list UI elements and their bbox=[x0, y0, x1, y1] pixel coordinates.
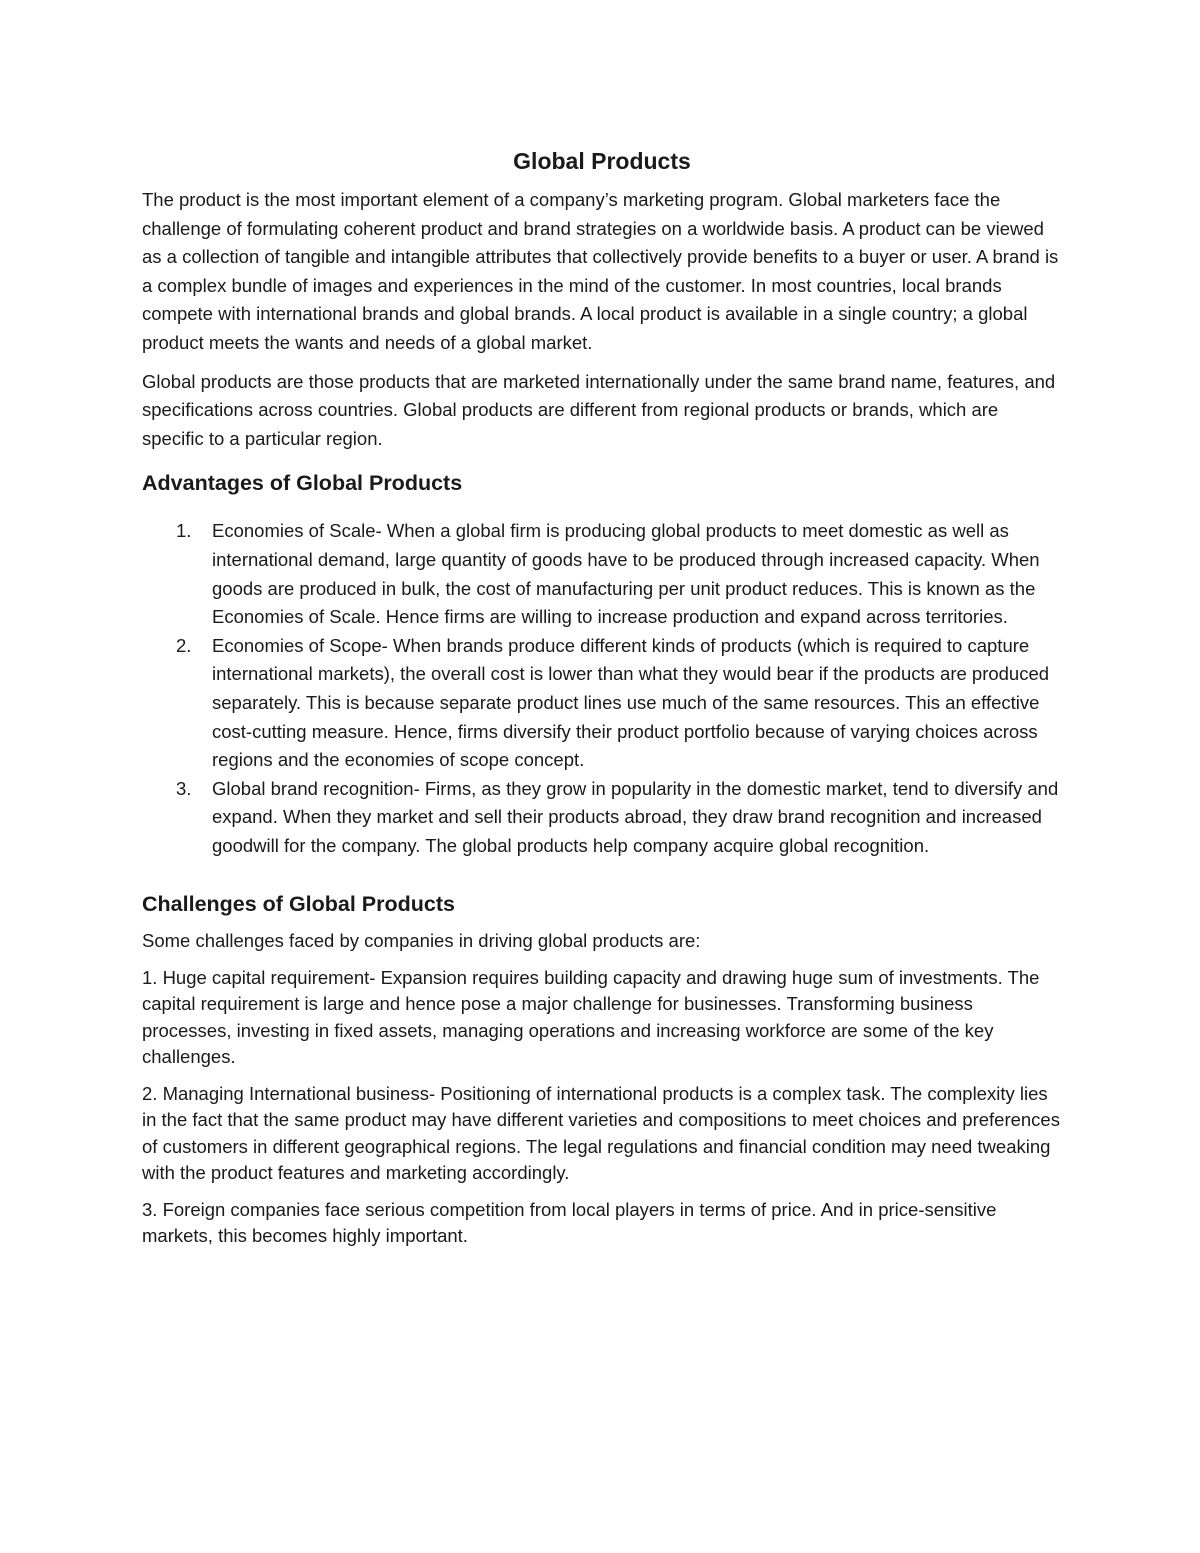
list-item-text: Global brand recognition- Firms, as they grow in popularity in the domestic market, tend to diversify and expand. When they market and sell their products abroad, they draw brand recognition and increased goodwill for the company. The global products help company acquire global recognition. bbox=[212, 777, 1059, 856]
challenge-paragraph-3: 3. Foreign companies face serious competition from local players in terms of price. And in price-sensitive markets, this becomes highly important. bbox=[142, 1198, 997, 1247]
challenges-intro: Some challenges faced by companies in driving global products are: bbox=[142, 930, 701, 952]
document-page bbox=[142, 140, 1062, 1260]
list-item-text: Economies of Scope- When brands produce different kinds of products (which is required to capture international markets), the overall cost is lower than what they would bear if the products are produced separately. This is because separate product lines use much of the same resources. This an effective cost-cutting measure. Hence, firms diversify their product portfolio because of varying choices across regions and the economies of scope concept. bbox=[212, 634, 1050, 771]
advantages-heading: Advantages of Global Products bbox=[142, 471, 463, 496]
list-item bbox=[142, 775, 1062, 861]
list-item-number: 3. bbox=[176, 777, 192, 799]
list-item bbox=[142, 517, 1062, 631]
advantages-list bbox=[142, 517, 1062, 860]
intro-paragraph-1: The product is the most important element of a company’s marketing program. Global marketers face the challenge of formulating coherent product and brand strategies on a worldwide basis. A product can be viewed as a collection of tangible and intangible attributes that collectively provide benefits to a buyer or user. A brand is a complex bundle of images and experiences in the mind of the customer. In most countries, local brands compete with international brands and global brands. A local product is available in a single country; a global product meets the wants and needs of a global market. bbox=[142, 189, 1059, 353]
document-title: Global Products bbox=[513, 148, 691, 174]
challenge-paragraph-1: 1. Huge capital requirement- Expansion requires building capacity and drawing huge sum of investments. The capital requirement is large and hence pose a major challenge for businesses. Transforming business processes, investing in fixed assets, managing operations and increasing workforce are some of the key challenges. bbox=[142, 966, 1040, 1068]
challenge-paragraph-2: 2. Managing International business- Positioning of international products is a complex task. The complexity lies in the fact that the same product may have different varieties and compositions to meet choices and preferences of customers in different geographical regions. The legal regulations and financial condition may need tweaking with the product features and marketing accordingly. bbox=[142, 1082, 1060, 1184]
challenges-heading: Challenges of Global Products bbox=[142, 892, 455, 917]
list-item bbox=[142, 632, 1062, 775]
intro-paragraph-2: Global products are those products that are marketed internationally under the same brand name, features, and specifications across countries. Global products are different from regional products or brands, which are specific to a particular region. bbox=[142, 370, 1056, 449]
list-item-number: 1. bbox=[176, 520, 192, 542]
list-item-number: 2. bbox=[176, 634, 192, 656]
list-item-text: Economies of Scale- When a global firm is producing global products to meet domestic as well as international demand, large quantity of goods have to be produced through increased capacity. When goods are produced in bulk, the cost of manufacturing per unit product reduces. This is known as the Economies of Scale. Hence firms are willing to increase production and expand across territories. bbox=[212, 520, 1040, 628]
